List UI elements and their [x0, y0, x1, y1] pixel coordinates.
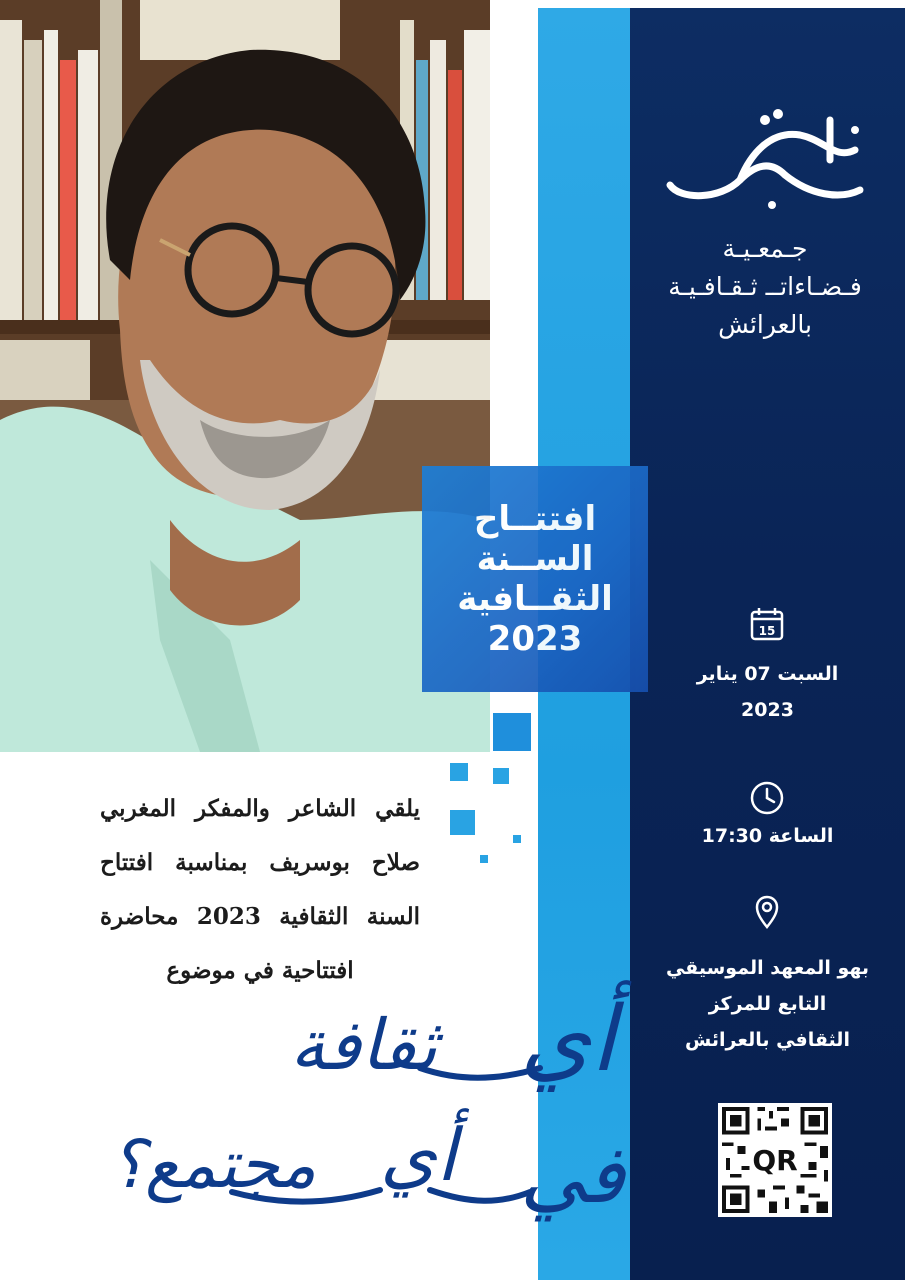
- event-date: [640, 656, 895, 728]
- intro-paragraph: يلقي الشاعر والمفكر المغربي صلاح بوسريف بمناسبة افتتاح السنة الثقافية 2023 محاضرة افتتاحية في موضوع: [100, 795, 420, 984]
- association-logo-mark: [660, 100, 870, 210]
- lecture-title-word: مجتمع؟: [110, 1126, 317, 1203]
- event-venue-line-2: التابع للمركز: [708, 993, 827, 1015]
- decor-square: [480, 855, 488, 863]
- clock-icon: [749, 780, 785, 816]
- qr-code[interactable]: [718, 1103, 832, 1217]
- decor-square: [493, 768, 509, 784]
- association-logo: [660, 100, 870, 210]
- calendar-icon: [749, 606, 785, 642]
- qr-code-pattern: [718, 1103, 832, 1217]
- decor-square: [513, 835, 521, 843]
- association-name: [640, 230, 890, 344]
- decor-square: [493, 713, 531, 751]
- lecture-title-word: في: [520, 1128, 625, 1221]
- decor-square: [450, 810, 475, 835]
- lecture-title-word: ثقافة: [290, 1004, 438, 1086]
- event-venue-line-1: بهو المعهد الموسيقي: [665, 957, 870, 979]
- association-name-line-1: جـمعـيـة: [722, 234, 808, 263]
- title-box: [422, 466, 648, 692]
- speaker-photo-illustration: [0, 0, 490, 752]
- calendar-day: 15: [758, 624, 776, 638]
- event-venue: [640, 950, 895, 1058]
- association-name-line-2: فـضـاءاتــ ثـقـافـيـة: [668, 272, 862, 301]
- event-venue-line-3: الثقافي بالعرائش: [685, 1029, 850, 1051]
- lecture-title-word: أي: [520, 987, 616, 1092]
- event-date-line-1: السبت 07 يناير: [696, 663, 839, 685]
- location-pin-icon: [749, 894, 785, 930]
- qr-code-label-text: QR: [752, 1143, 798, 1177]
- decor-square: [450, 763, 468, 781]
- title-year: 2023: [487, 619, 583, 659]
- title-line-2: الثقــافية: [457, 579, 613, 619]
- event-time: الساعة 17:30: [701, 825, 834, 847]
- association-name-line-3: بالعرائش: [718, 310, 812, 339]
- lecture-title-word: أي: [380, 1113, 457, 1197]
- event-date-line-2: 2023: [741, 699, 794, 721]
- title-line-1: افتتــاح الســنة: [473, 499, 597, 579]
- speaker-photo: [0, 0, 490, 752]
